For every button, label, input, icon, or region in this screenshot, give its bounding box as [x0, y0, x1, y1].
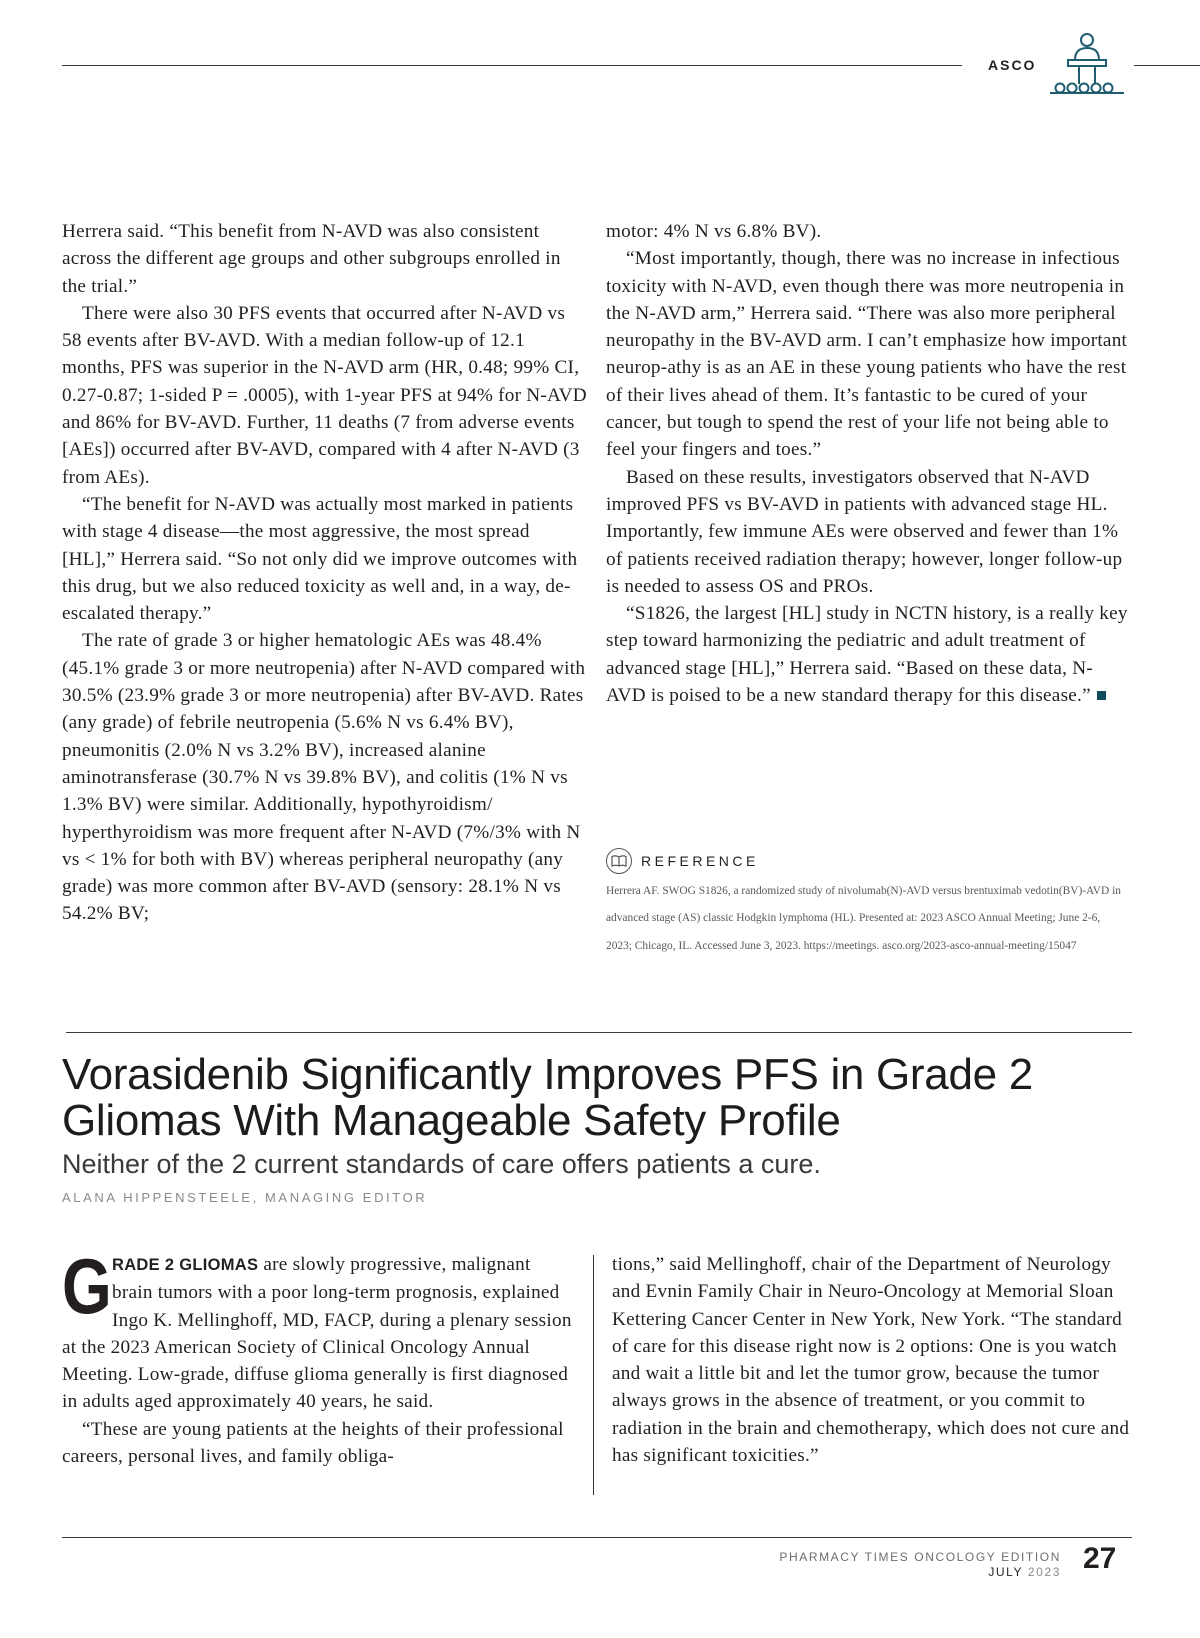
- page-number: 27: [1083, 1542, 1117, 1575]
- paragraph: “Most importantly, though, there was no increase in infectious toxicity with N-AVD, even though there was more neutropenia in the N-AVD arm,” Herrera said. “There was also more peripheral neuropathy in the BV-AVD arm. I can’t emphasize how important neurop-athy is as an AE in these young patients who have the rest of their lives ahead of them. It’s fantastic to be cured of your cancer, but tough to spend the rest of your life not being able to feel your fingers and toes.”: [606, 248, 1128, 461]
- article-deck: Neither of the 2 current standards of care offers patients a cure.: [62, 1149, 821, 1179]
- book-icon: [606, 848, 632, 874]
- reference-header: [606, 848, 759, 874]
- header-rule-left: [62, 65, 962, 66]
- podium-audience-icon: [1048, 30, 1126, 98]
- article-divider: [66, 1032, 1132, 1033]
- paragraph: “The benefit for N-AVD was actually most marked in patients with stage 4 disease—the most aggressive, the most spread [HL],” Herrera said. “So not only did we improve outcomes with this drug, but we also reduced toxicity as well and, in a way, de-escalated therapy.”: [62, 493, 578, 625]
- paragraph: There were also 30 PFS events that occurred after N-AVD vs 58 events after BV-AVD. With a median follow-up of 12.1 months, PFS was superior in the N-AVD arm (HR, 0.48; 99% CI, 0.27-0.87; 1-sided P = .0005), with 1-year PFS at 94% for N-AVD and 86% for BV-AVD. Further, 11 deaths (7 from adverse events [AEs]) occurred after BV-AVD, compared with 4 after N-AVD (3 from AEs).: [62, 302, 587, 488]
- lead-in: RADE 2 GLIOMAS: [112, 1256, 259, 1274]
- reference-citation: Herrera AF. SWOG S1826, a randomized study of nivolumab(N)-AVD versus brentuximab vedotin(BV)-AVD in advanced stage (AS) classic Hodgkin lymphoma (HL). Presented at: 2023 ASCO Annual Meeting; June 2-6, 2023; Chicago, IL. Accessed June 3, 2023. https://meetings. asco.org/2023-asco-annual-meeting/15047: [606, 885, 1121, 952]
- new-article-right-column: [612, 1251, 1132, 1469]
- paragraph: tions,” said Mellinghoff, chair of the Department of Neurology and Evnin Family Chair in Neuro-Oncology at Memorial Sloan Kettering Cancer Center in New York, New York. “The standard of care for this disease right now is 2 options: One is you watch and wait a little bit and let the tumor grow, because the tumor always grows in the absence of treatment, or you commit to radiation in the brain and chemotherapy, which does not cure and has significant toxicities.”: [612, 1254, 1130, 1467]
- opening-text: are slowly progressive, malignant brain tumors with a poor long-term prognosis, explained Ingo K. Mellinghoff, MD, FACP, during a plenary session at the 2023 American Society of Clinical Oncology Annual Meeting. Low-grade, diffuse glioma generally is first diagnosed in adults aged approximately 40 years, he said.: [62, 1254, 572, 1413]
- publication-name: PHARMACY TIMES ONCOLOGY EDITION: [779, 1550, 1061, 1564]
- closing-quote-text: “S1826, the largest [HL] study in NCTN history, is a really key step toward harmonizing the pediatric and adult treatment of advanced stage [HL],” Herrera said. “Based on these data, N-AVD is poised to be a new standard therapy for this disease.”: [606, 603, 1128, 707]
- paragraph: “These are young patients at the heights of their professional careers, personal lives, and family obliga-: [62, 1418, 564, 1468]
- top-article-right-column: [606, 218, 1131, 709]
- end-of-article-mark: [1097, 691, 1106, 700]
- issue-date: [779, 1565, 1061, 1580]
- issue-year: 2023: [1027, 1565, 1061, 1579]
- column-rule: [593, 1255, 594, 1495]
- paragraph: motor: 4% N vs 6.8% BV).: [606, 221, 822, 242]
- header-rule-right: [1134, 65, 1200, 66]
- reference-label: REFERENCE: [641, 853, 759, 869]
- issue-month: JULY: [988, 1565, 1023, 1579]
- paragraph: The rate of grade 3 or higher hematologic AEs was 48.4% (45.1% grade 3 or more neutropenia) after N-AVD compared with 30.5% (23.9% grade 3 or more neutropenia) after BV-AVD. Rates (any grade) of febrile neutropenia (5.6% N vs 6.4% BV), pneumonitis (2.0% N vs 3.2% BV), increased alanine aminotransferase (30.7% N vs 39.8% BV), and colitis (1% N vs 1.3% BV) were similar. Additionally, hypothyroidism/ hyperthyroidism was more frequent after N-AVD (7%/3% with N vs < 1% for both with BV) whereas peripheral neuropathy (any grade) was more common after BV-AVD (sensory: 28.1% N vs 54.2% BV;: [62, 630, 586, 925]
- article-headline: Vorasidenib Significantly Improves PFS in Grade 2 Gliomas With Manageable Safety Profile: [62, 1050, 1033, 1145]
- paragraph: Herrera said. “This benefit from N-AVD was also consistent across the different age groups and other subgroups enrolled in the trial.”: [62, 221, 561, 297]
- footer-publication: [779, 1550, 1061, 1580]
- new-article-left-column: [62, 1242, 572, 1470]
- paragraph: Based on these results, investigators observed that N-AVD improved PFS vs BV-AVD in patients with advanced stage HL. Importantly, few immune AEs were observed and fewer than 1% of patients received radiation therapy; however, longer follow-up is needed to assess OS and PROs.: [606, 466, 1123, 597]
- drop-cap: G: [62, 1242, 112, 1330]
- article-byline: ALANA HIPPENSTEELE, MANAGING EDITOR: [62, 1190, 428, 1205]
- opening-paragraph: [62, 1242, 572, 1416]
- section-label: ASCO: [988, 57, 1037, 73]
- top-article-left-column: [62, 218, 587, 928]
- paragraph: [606, 600, 1131, 709]
- footer-rule: [62, 1537, 1132, 1538]
